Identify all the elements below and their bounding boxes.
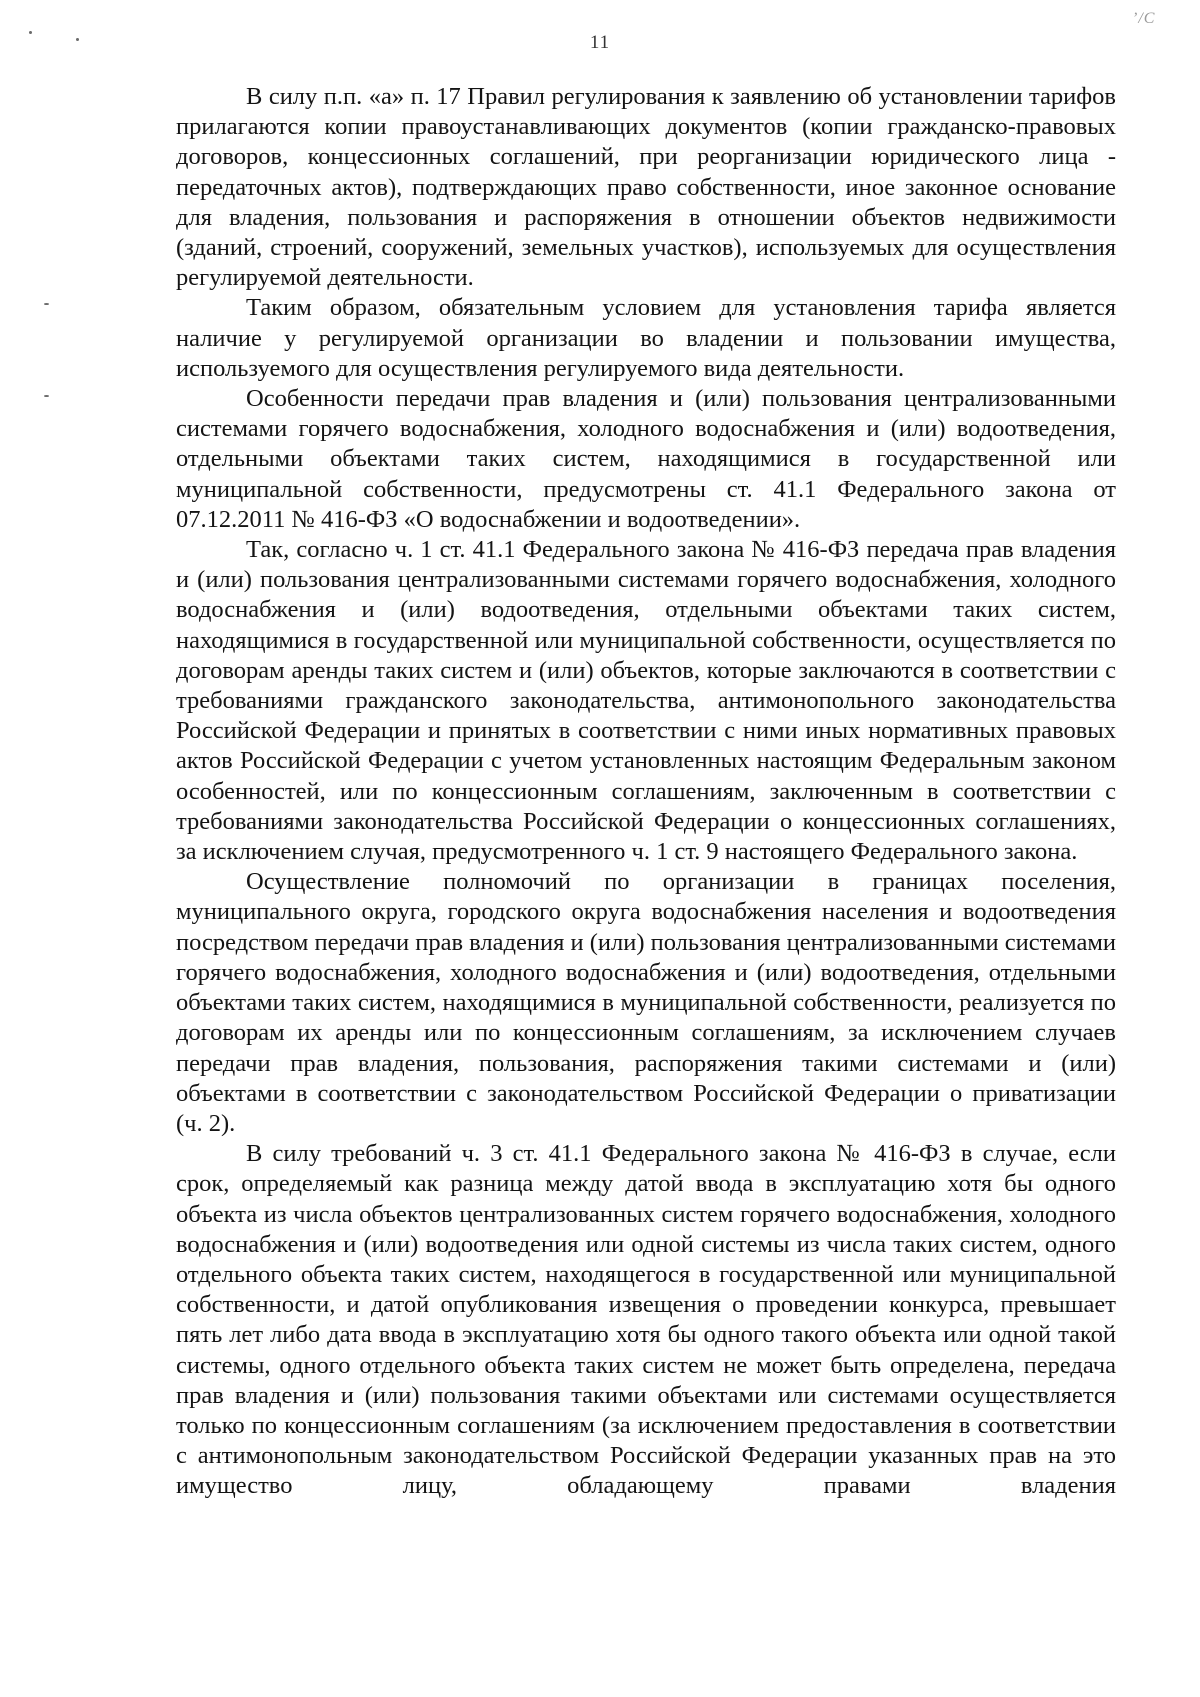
corner-handwritten-mark: ’/С	[1132, 10, 1156, 27]
scan-speck	[76, 38, 79, 41]
scan-speck	[44, 395, 49, 397]
document-body	[176, 82, 1116, 1502]
paragraph-article-41-part-3: В силу требований ч. 3 ст. 41.1 Федерального закона № 416-ФЗ в случае, если срок, определяемый как разница между датой ввода в эксплуатацию хотя бы одного объекта из числа объектов централизованных систем горячего водоснабжения, холодного водоснабжения и (или) водоотведения или одной системы из числа таких систем, одного отдельного объекта таких систем, находящегося в государственной или муниципальной собственности, и датой опубликования извещения о проведении конкурса, превышает пять лет либо дата ввода в эксплуатацию хотя бы одного такого объекта или одной такой системы, одного отдельного объекта таких систем не может быть определена, передача прав владения и (или) пользования такими объектами или системами осуществляется только по концессионным соглашениям (за исключением предоставления в соответствии с антимонопольным законодательством Российской Федерации указанных прав на это имущество лицу, обладающему правами владения	[176, 1140, 1116, 1500]
paragraph-mandatory-condition: Таким образом, обязательным условием для установления тарифа является наличие у регулируемой организации во владении и пользовании имущества, используемого для осуществления регулируемого вида деятельности.	[176, 294, 1116, 382]
paragraph-tariff-documents: В силу п.п. «а» п. 17 Правил регулирования к заявлению об установлении тарифов прилагаются копии правоустанавливающих документов (копии гражданско-правовых договоров, концессионных соглашений, при реорганизации юридического лица - передаточных актов), подтверждающих право собственности, иное законное основание для владения, пользования и распоряжения в отношении объектов недвижимости (зданий, строений, сооружений, земельных участков), используемых для осуществления регулируемой деятельности.	[176, 83, 1116, 292]
paragraph-article-41-part-1: Так, согласно ч. 1 ст. 41.1 Федерального закона № 416-ФЗ передача прав владения и (или) пользования централизованными системами горячего водоснабжения, холодного водоснабжения и (или) водоотведения, отдельными объектами таких систем, находящимися в государственной или муниципальной собственности, осуществляется по договорам аренды таких систем и (или) объектов, которые заключаются в соответствии с требованиями гражданского законодательства, антимонопольного законодательства Российской Федерации и принятых в соответствии с ними иных нормативных правовых актов Российской Федерации с учетом установленных настоящим Федеральным законом особенностей, или по концессионным соглашениям, заключенным в соответствии с требованиями законодательства Российской Федерации о концессионных соглашениях, за исключением случая, предусмотренного ч. 1 ст. 9 настоящего Федерального закона.	[176, 536, 1116, 866]
scan-speck	[44, 303, 49, 305]
scan-speck	[29, 31, 32, 34]
paragraph-article-41-part-2: Осуществление полномочий по организации в границах поселения, муниципального округа, городского округа водоснабжения населения и водоотведения посредством передачи прав владения и (или) пользования централизованными системами горячего водоснабжения, холодного водоснабжения и (или) водоотведения, отдельными объектами таких систем, находящимися в муниципальной собственности, реализуется по договорам их аренды или по концессионным соглашениям, за исключением случаев передачи прав владения, пользования, распоряжения такими системами и (или) объектами в соответствии с законодательством Российской Федерации о приватизации (ч. 2).	[176, 868, 1116, 1137]
paragraph-transfer-specifics: Особенности передачи прав владения и (или) пользования централизованными системами горячего водоснабжения, холодного водоснабжения и (или) водоотведения, отдельными объектами таких систем, находящимися в государственной или муниципальной собственности, предусмотрены ст. 41.1 Федерального закона от 07.12.2011 № 416-ФЗ «О водоснабжении и водоотведении».	[176, 385, 1116, 533]
page-number: 11	[589, 32, 611, 53]
